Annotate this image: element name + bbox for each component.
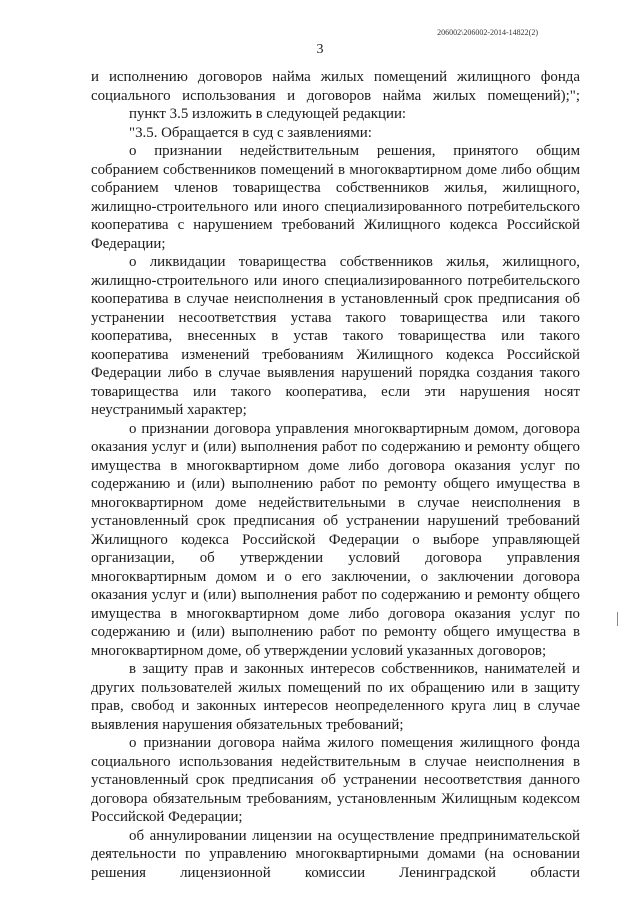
margin-mark <box>617 612 618 626</box>
paragraph-clause-heading: "3.5. Обращается в суд с заявлениями: <box>129 124 372 141</box>
page-number: 3 <box>316 42 324 57</box>
paragraph-item-6: об аннулировании лицензии на осуществление предпринимательской деятельности по управлению многоквартирными домами (на основании решения лицензионной комиссии Ленинградской области <box>91 827 580 881</box>
paragraph-amendment-intro: пункт 3.5 изложить в следующей редакции: <box>129 106 407 122</box>
paragraph-item-4: в защиту прав и законных интересов собственников, нанимателей и других пользователей жилых помещений по их обращению или в защиту прав, свобод и законных интересов неопределенного круга лиц в случае выявления нарушения обязательных требований; <box>91 661 580 733</box>
paragraph-item-5: о признании договора найма жилого помещения жилищного фонда социального использования недействительным в случае неисполнения в установленный срок предписания об устранении несоответствия данного договора обязательным требованиям, установленным Жилищным кодексом Российской Федерации; <box>91 735 580 825</box>
paragraph-item-3: о признании договора управления многоквартирным домом, договора оказания услуг и (или) выполнения работ по содержанию и ремонту общего имущества в многоквартирном доме либо договора оказания услуг по содержанию и (или) выполнению работ по ремонту общего имущества в многоквартирном доме недействительными в случае неисполнения в установленный срок предписания об устранении нарушений требований Жилищного кодекса Российской Федерации о выборе управляющей организации, об утверждении условий договора управления многоквартирным домом и о его заключении, о заключении договора оказания услуг и (или) выполнения работ по содержанию и ремонту общего имущества в многоквартирном доме либо договора оказания услуг по содержанию и (или) выполнению работ по ремонту общего имущества в многоквартирном доме, об утверждении условий указанных договоров; <box>91 420 580 659</box>
document-body <box>91 68 580 882</box>
document-id: 206002\206002-2014-14822(2) <box>437 28 538 37</box>
paragraph-item-2: о ликвидации товарищества собственников жилья, жилищного, жилищно-строительного или иного специализированного потребительского кооператива в случае неисполнения в установленный срок предписания об устранении несоответствия устава такого товарищества или такого кооператива, внесенных в устав такого товарищества или такого кооператива изменений требованиям Жилищного кодекса Российской Федерации либо в случае выявления нарушений порядка создания такого товарищества или такого кооператива, если эти нарушения носят неустранимый характер; <box>91 254 580 418</box>
paragraph-continuation: и исполнению договоров найма жилых помещений жилищного фонда социального использования и договоров найма жилых помещений);"; <box>91 69 580 104</box>
paragraph-item-1: о признании недействительным решения, принятого общим собранием собственников помещений в многоквартирном доме либо общим собранием членов товарищества собственников жилья, жилищного, жилищно-строительного или иного специализированного потребительского кооператива с нарушением требований Жилищного кодекса Российской Федерации; <box>91 143 580 252</box>
